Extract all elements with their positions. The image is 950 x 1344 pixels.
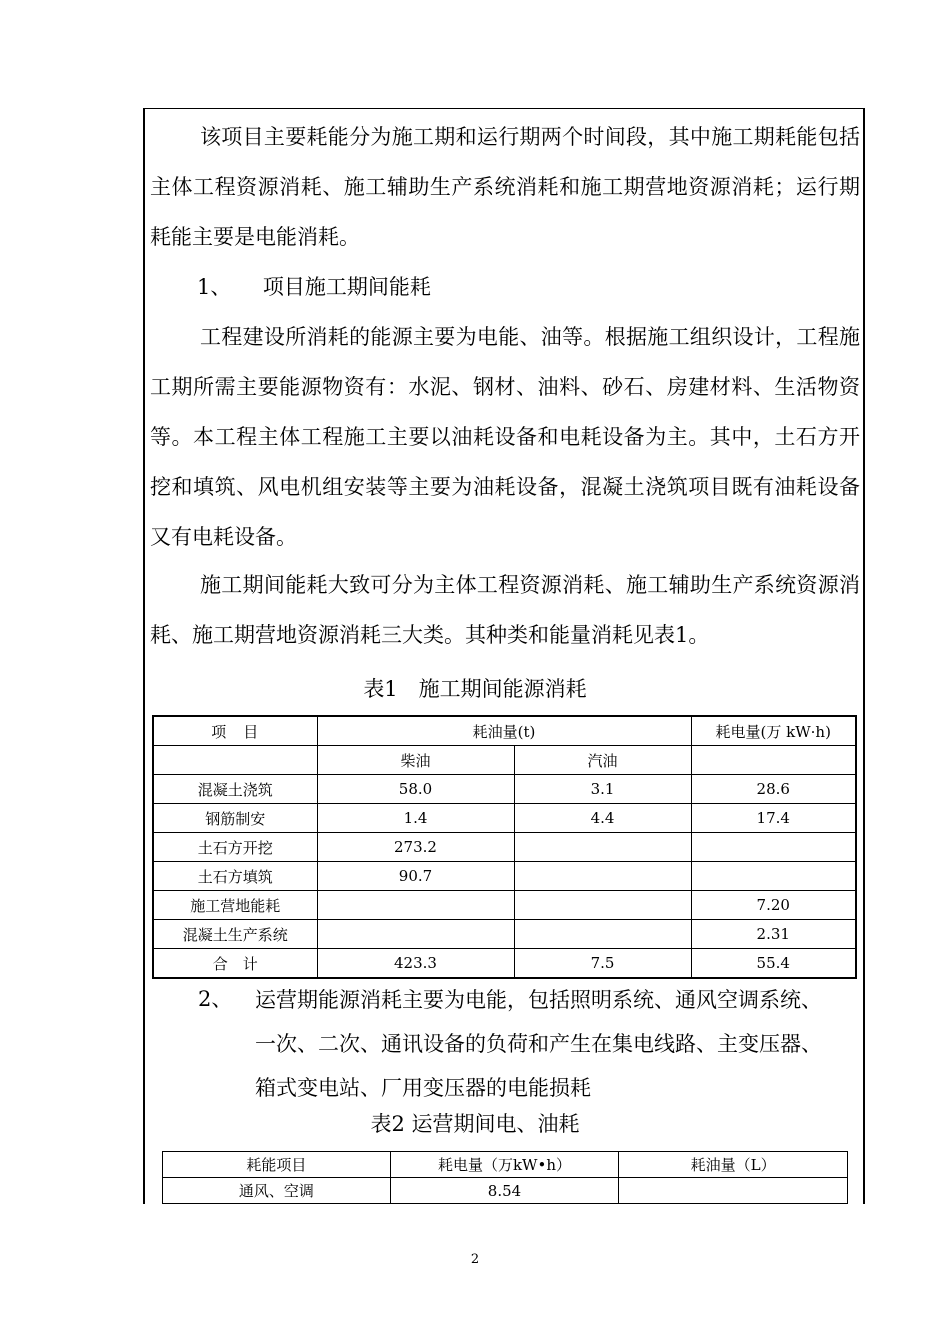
section-1-heading: 1、 项目施工期间能耗 <box>197 275 431 299</box>
intro-paragraph: 该项目主要耗能分为施工期和运行期两个时间段，其中施工期耗能包括主体工程资源消耗、施工辅助生产系统消耗和施工期营地资源消耗；运行期耗能主要是电能消耗。 <box>150 125 860 249</box>
table-row: 通风、空调 8.54 <box>163 1178 848 1204</box>
item-2-number: 2、 <box>198 987 233 1011</box>
header-item: 项 目 <box>153 716 317 746</box>
subheader-diesel: 柴油 <box>317 746 514 775</box>
table-row: 土石方开挖 273.2 <box>153 833 856 862</box>
table-row: 混凝土生产系统 2.31 <box>153 920 856 949</box>
item-2-text: 运营期能源消耗主要为电能，包括照明系统、通风空调系统、 一次、二次、通讯设备的负荷和产生在集电线路、主变压器、 箱式变电站、厂用变压器的电能损耗 <box>255 988 822 1100</box>
page-number: 2 <box>470 1252 480 1267</box>
table-header-row: 耗能项目 耗电量（万kW•h） 耗油量（L） <box>163 1152 848 1178</box>
table-row: 混凝土浇筑 58.0 3.1 28.6 <box>153 775 856 804</box>
construction-energy-paragraph: 工程建设所消耗的能源主要为电能、油等。根据施工组织设计，工程施工期所需主要能源物资有：水泥、钢材、油料、砂石、房建材料、生活物资等。本工程主体工程施工主要以油耗设备和电耗设备为主。其中，土石方开挖和填筑、风电机组安装等主要为油耗设备，混凝土浇筑项目既有油耗设备又有电耗设备。 <box>150 325 860 549</box>
table2-caption: 表2 运营期间电、油耗 <box>370 1112 580 1136</box>
table-row: 钢筋制安 1.4 4.4 17.4 <box>153 804 856 833</box>
header-electricity: 耗电量(万 kW·h) <box>691 716 856 746</box>
table1-construction-energy <box>152 715 857 979</box>
table2-operation-energy <box>162 1151 848 1204</box>
subheader-gasoline: 汽油 <box>514 746 691 775</box>
table-header-row <box>153 716 856 746</box>
energy-categories-paragraph: 施工期间能耗大致可分为主体工程资源消耗、施工辅助生产系统资源消耗、施工期营地资源消耗三大类。其种类和能量消耗见表1。 <box>150 573 860 647</box>
table-row: 施工营地能耗 7.20 <box>153 891 856 920</box>
table-subheader-row <box>153 746 856 775</box>
table-row: 土石方填筑 90.7 <box>153 862 856 891</box>
table1-caption: 表1 施工期间能源消耗 <box>363 677 587 701</box>
header-oil: 耗油量(t) <box>317 716 691 746</box>
table-total-row: 合 计 423.3 7.5 55.4 <box>153 949 856 979</box>
